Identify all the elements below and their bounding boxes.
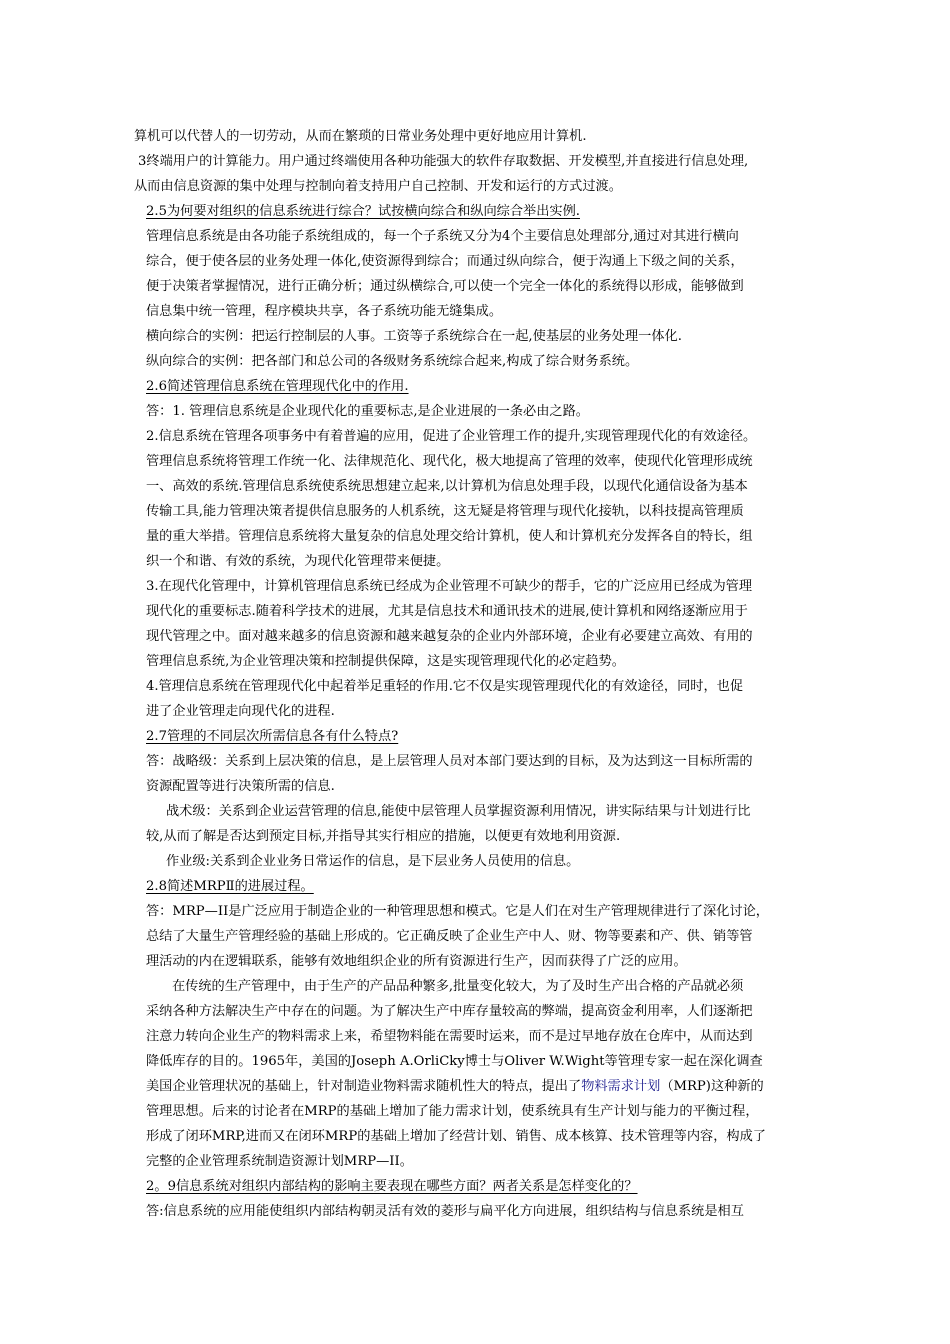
text-line: 3终端用户的计算能力。用户通过终端使用各种功能强大的软件存取数据、开发模型,并直接进行信息处理, xyxy=(138,154,749,169)
text-line: 作业级:关系到企业业务日常运作的信息，是下层业务人员使用的信息。 xyxy=(166,854,580,869)
text-line: 现代化的重要标志.随着科学技术的进展，尤其是信息技术和通讯技术的进展,使计算机和网络逐渐应用于 xyxy=(146,604,748,619)
question-heading: 2.7管理的不同层次所需信息各有什么特点? xyxy=(146,729,399,744)
question-heading: 2.6简述管理信息系统在管理现代化中的作用. xyxy=(146,379,409,394)
text-line: 答：1. 管理信息系统是企业现代化的重要标志,是企业进展的一条必由之路。 xyxy=(146,404,589,419)
text-line: 管理信息系统将管理工作统一化、法律规范化、现代化，极大地提高了管理的效率，使现代化管理形成统 xyxy=(146,454,753,469)
text-line: 综合，便于使各层的业务处理一体化,使资源得到综合；而通过纵向综合，便于沟通上下级之间的关系， xyxy=(146,254,744,269)
text-line: 理活动的内在逻辑联系，能够有效地组织企业的所有资源进行生产，因而获得了广泛的应用。 xyxy=(146,954,687,969)
text-segment: 美国企业管理状况的基础上，针对制造业物料需求随机性大的特点，提出了 xyxy=(146,1079,582,1094)
text-line: 管理思想。后来的讨论者在MRP的基础上增加了能力需求计划，使系统具有生产计划与能力的平衡过程， xyxy=(146,1104,759,1119)
text-line: 答：MRP—II是广泛应用于制造企业的一种管理思想和模式。它是人们在对生产管理规律进行了深化讨论， xyxy=(146,904,769,919)
text-line: 一、高效的系统.管理信息系统使系统思想建立起来,以计算机为信息处理手段，以现代化通信设备为基本 xyxy=(146,479,748,494)
text-line: 较,从而了解是否达到预定目标,并指导其实行相应的措施，以便更有效地利用资源. xyxy=(146,829,621,844)
text-line: 4.管理信息系统在管理现代化中起着举足重轻的作用.它不仅是实现管理现代化的有效途径，同时，也促 xyxy=(146,679,744,694)
text-line: 总结了大量生产管理经验的基础上形成的。它正确反映了企业生产中人、财、物等要素和产、供、销等管 xyxy=(146,929,753,944)
text-line: 量的重大举措。管理信息系统将大量复杂的信息处理交给计算机，使人和计算机充分发挥各自的特长，组 xyxy=(146,529,753,544)
text-line: 纵向综合的实例：把各部门和总公司的各级财务系统综合起来,构成了综合财务系统。 xyxy=(146,354,639,369)
text-line: 算机可以代替人的一切劳动，从而在繁琐的日常业务处理中更好地应用计算机. xyxy=(134,129,587,144)
text-line: 2.信息系统在管理各项事务中有着普遍的应用，促进了企业管理工作的提升,实现管理现代化的有效途径。 xyxy=(146,429,757,444)
text-line: 形成了闭环MRP,进而又在闭环MRP的基础上增加了经营计划、销售、成本核算、技术管理等内容，构成了 xyxy=(146,1129,766,1144)
text-line: 信息集中统一管理，程序模块共享，各子系统功能无缝集成。 xyxy=(146,304,503,319)
text-line: 3.在现代化管理中，计算机管理信息系统已经成为企业管理不可缺少的帮手，它的广泛应用已经成为管理 xyxy=(146,579,753,594)
text-line: 横向综合的实例：把运行控制层的人事。工资等子系统综合在一起,使基层的业务处理一体化. xyxy=(146,329,682,344)
text-line: 传输工具,能力管理决策者提供信息服务的人机系统，这无疑是将管理与现代化接轨，以科技提高管理质 xyxy=(146,504,744,519)
text-line: 战术级：关系到企业运营管理的信息,能使中层管理人员掌握资源利用情况，讲实际结果与计划进行比 xyxy=(166,804,751,819)
text-line: 在传统的生产管理中，由于生产的产品品种繁多,批量变化较大，为了及时生产出合格的产品就必须 xyxy=(172,979,744,994)
question-heading: 2。9信息系统对组织内部结构的影响主要表现在哪些方面？两者关系是怎样变化的？ xyxy=(146,1179,638,1194)
text-line: 进了企业管理走向现代化的进程. xyxy=(146,704,335,719)
text-line: 资源配置等进行决策所需的信息. xyxy=(146,779,335,794)
question-heading: 2.5为何要对组织的信息系统进行综合？试按横向综合和纵向综合举出实例. xyxy=(146,204,580,219)
text-line: 管理信息系统,为企业管理决策和控制提供保障，这是实现管理现代化的必定趋势。 xyxy=(146,654,625,669)
text-line: 答：战略级：关系到上层决策的信息，是上层管理人员对本部门要达到的目标，及为达到这一目标所需的 xyxy=(146,754,753,769)
text-line: 降低库存的目的。1965年，美国的Joseph A.OrliCky博士与Oliver W.Wight等管理专家一起在深化调查 xyxy=(146,1054,763,1069)
text-line: 注意力转向企业生产的物料需求上来，希望物料能在需要时运来，而不是过早地存放在仓库中，从而达到 xyxy=(146,1029,753,1044)
question-heading: 2.8简述MRPⅡ的进展过程。 xyxy=(146,879,314,894)
text-line xyxy=(146,1078,764,1095)
text-line: 便于决策者掌握情况，进行正确分析；通过纵横综合,可以使一个完全一体化的系统得以形成，能够做到 xyxy=(146,279,744,294)
text-line: 答:信息系统的应用能使组织内部结构朝灵活有效的菱形与扁平化方向进展，组织结构与信息系统是相互 xyxy=(146,1204,744,1219)
mrp-link[interactable]: 物料需求计划 xyxy=(581,1079,661,1094)
text-line: 从而由信息资源的集中处理与控制向着支持用户自己控制、开发和运行的方式过渡。 xyxy=(134,179,622,194)
text-line: 织一个和谐、有效的系统，为现代化管理带来便捷。 xyxy=(146,554,450,569)
text-line: 现代管理之中。面对越来越多的信息资源和越来越复杂的企业内外部环境，企业有必要建立高效、有用的 xyxy=(146,629,753,644)
text-segment: （MRP)这种新的 xyxy=(660,1079,764,1094)
text-line: 管理信息系统是由各功能子系统组成的，每一个子系统又分为4个主要信息处理部分,通过对其进行横向 xyxy=(146,229,739,244)
text-line: 完整的企业管理系统制造资源计划MRP—II。 xyxy=(146,1154,413,1169)
text-line: 采纳各种方法解决生产中存在的问题。为了解决生产中库存量较高的弊端，提高资金利用率，人们逐渐把 xyxy=(146,1004,753,1019)
